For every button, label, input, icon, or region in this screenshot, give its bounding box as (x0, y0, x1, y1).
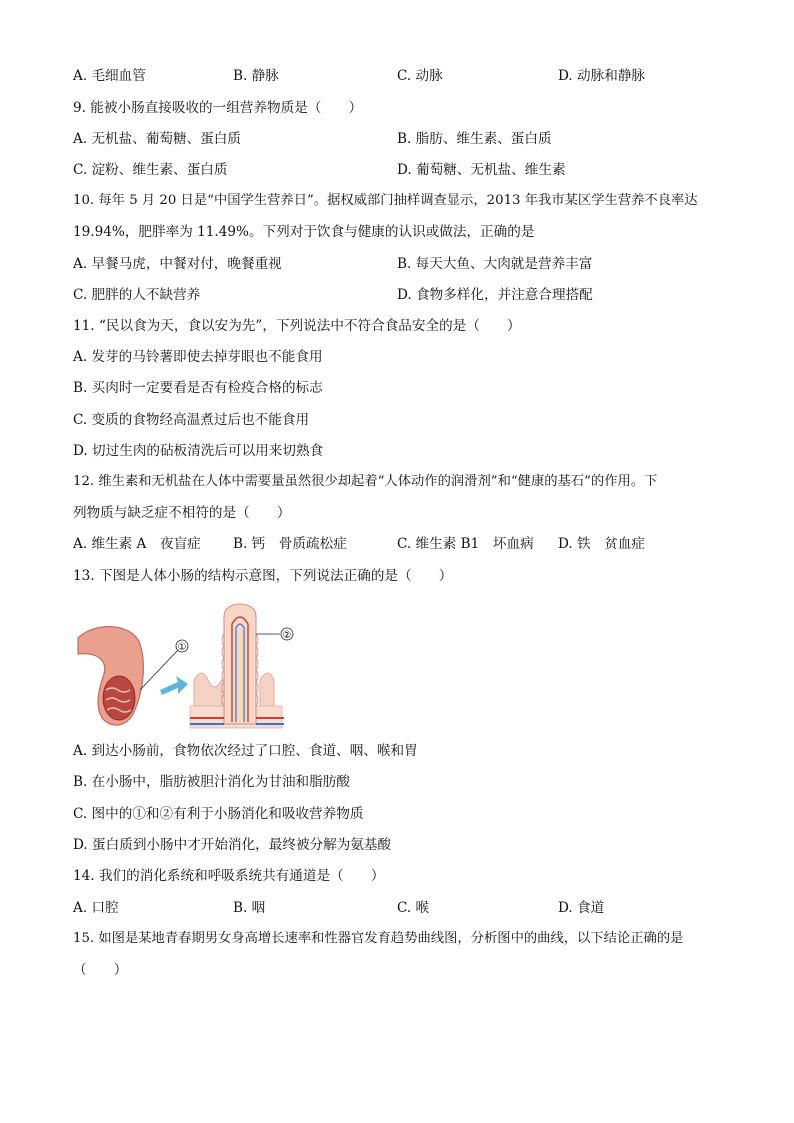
q12-option-b: B. 钙 骨质疏松症 (233, 536, 347, 552)
q14-option-d: D. 食道 (558, 900, 605, 916)
q9-option-b: B. 脂肪、维生素、蛋白质 (397, 131, 552, 147)
q14-stem: 14. 我们的消化系统和呼吸系统共有通道是（ ） (73, 868, 385, 884)
q15-stem-line2: （ ） (73, 962, 128, 978)
q11-stem: 11. “民以食为天，食以安为先”，下列说法中不符合食品安全的是（ ） (73, 318, 521, 334)
q15-stem-line1: 15. 如图是某地青春期男女身高增长速率和性器官发育趋势曲线图，分析图中的曲线，以下结论正确的是 (73, 931, 684, 946)
q10-option-c: C. 肥胖的人不缺营养 (73, 287, 201, 303)
q13-option-b: B. 在小肠中，脂肪被胆汁消化为甘油和脂肪酸 (73, 774, 350, 790)
small-intestine-figure (74, 594, 306, 734)
q10-option-a: A. 早餐马虎，中餐对付，晚餐重视 (73, 256, 282, 272)
leader-line-1 (140, 650, 178, 690)
q14-option-b: B. 咽 (233, 900, 266, 916)
q11-option-d: D. 切过生肉的砧板清洗后可以用来切熟食 (73, 443, 324, 459)
q13-option-a: A. 到达小肠前，食物依次经过了口腔、食道、咽、喉和胃 (73, 743, 418, 759)
q10-stem-line1: 10. 每年 5 月 20 日是“中国学生营养日”。据权威部门抽样调查显示，2013 年我市某区学生营养不良率达 (73, 193, 698, 208)
q10-option-b: B. 每天大鱼、大肉就是营养丰富 (397, 256, 593, 272)
figure-label-2: ② (282, 630, 292, 641)
q10-option-d: D. 食物多样化，并注意合理搭配 (397, 287, 593, 303)
q12-option-a: A. 维生素 A 夜盲症 (73, 536, 201, 552)
q9-option-d: D. 葡萄糖、无机盐、维生素 (397, 162, 566, 178)
q9-option-a: A. 无机盐、葡萄糖、蛋白质 (73, 131, 241, 147)
q8-option-d: D. 动脉和静脉 (558, 68, 646, 84)
q12-option-c: C. 维生素 B1 坏血病 (397, 536, 534, 552)
q13-option-c: C. 图中的①和②有利于小肠消化和吸收营养物质 (73, 806, 364, 822)
q8-option-c: C. 动脉 (397, 68, 443, 84)
intestine-lumen (103, 676, 135, 720)
q9-option-c: C. 淀粉、维生素、蛋白质 (73, 162, 228, 178)
q13-stem: 13. 下图是人体小肠的结构示意图，下列说法正确的是（ ） (73, 568, 453, 584)
q8-option-a: A. 毛细血管 (73, 68, 146, 84)
q11-option-b: B. 买肉时一定要看是否有检疫合格的标志 (73, 380, 323, 396)
q14-option-c: C. 喉 (397, 900, 430, 916)
q13-option-d: D. 蛋白质到小肠中才开始消化，最终被分解为氨基酸 (73, 837, 392, 853)
q8-option-b: B. 静脉 (233, 68, 279, 84)
q14-option-a: A. 口腔 (73, 900, 119, 916)
q12-stem-line2: 列物质与缺乏症不相符的是（ ） (73, 505, 291, 521)
q10-stem-line2: 19.94%，肥胖率为 11.49%。下列对于饮食与健康的认识或做法，正确的是 (73, 224, 535, 240)
q12-option-d: D. 铁 贫血症 (558, 536, 646, 552)
arrow-icon (160, 676, 188, 695)
q12-stem-line1: 12. 维生素和无机盐在人体中需要量虽然很少却起着“人体动作的润滑剂”和“健康的基石”的作用。下 (73, 474, 658, 489)
figure-label-1: ① (177, 642, 187, 653)
q11-option-c: C. 变质的食物经高温煮过后也不能食用 (73, 412, 310, 428)
q9-stem: 9. 能被小肠直接吸收的一组营养物质是（ ） (73, 100, 363, 116)
q11-option-a: A. 发芽的马铃薯即使去掉芽眼也不能食用 (73, 349, 323, 365)
